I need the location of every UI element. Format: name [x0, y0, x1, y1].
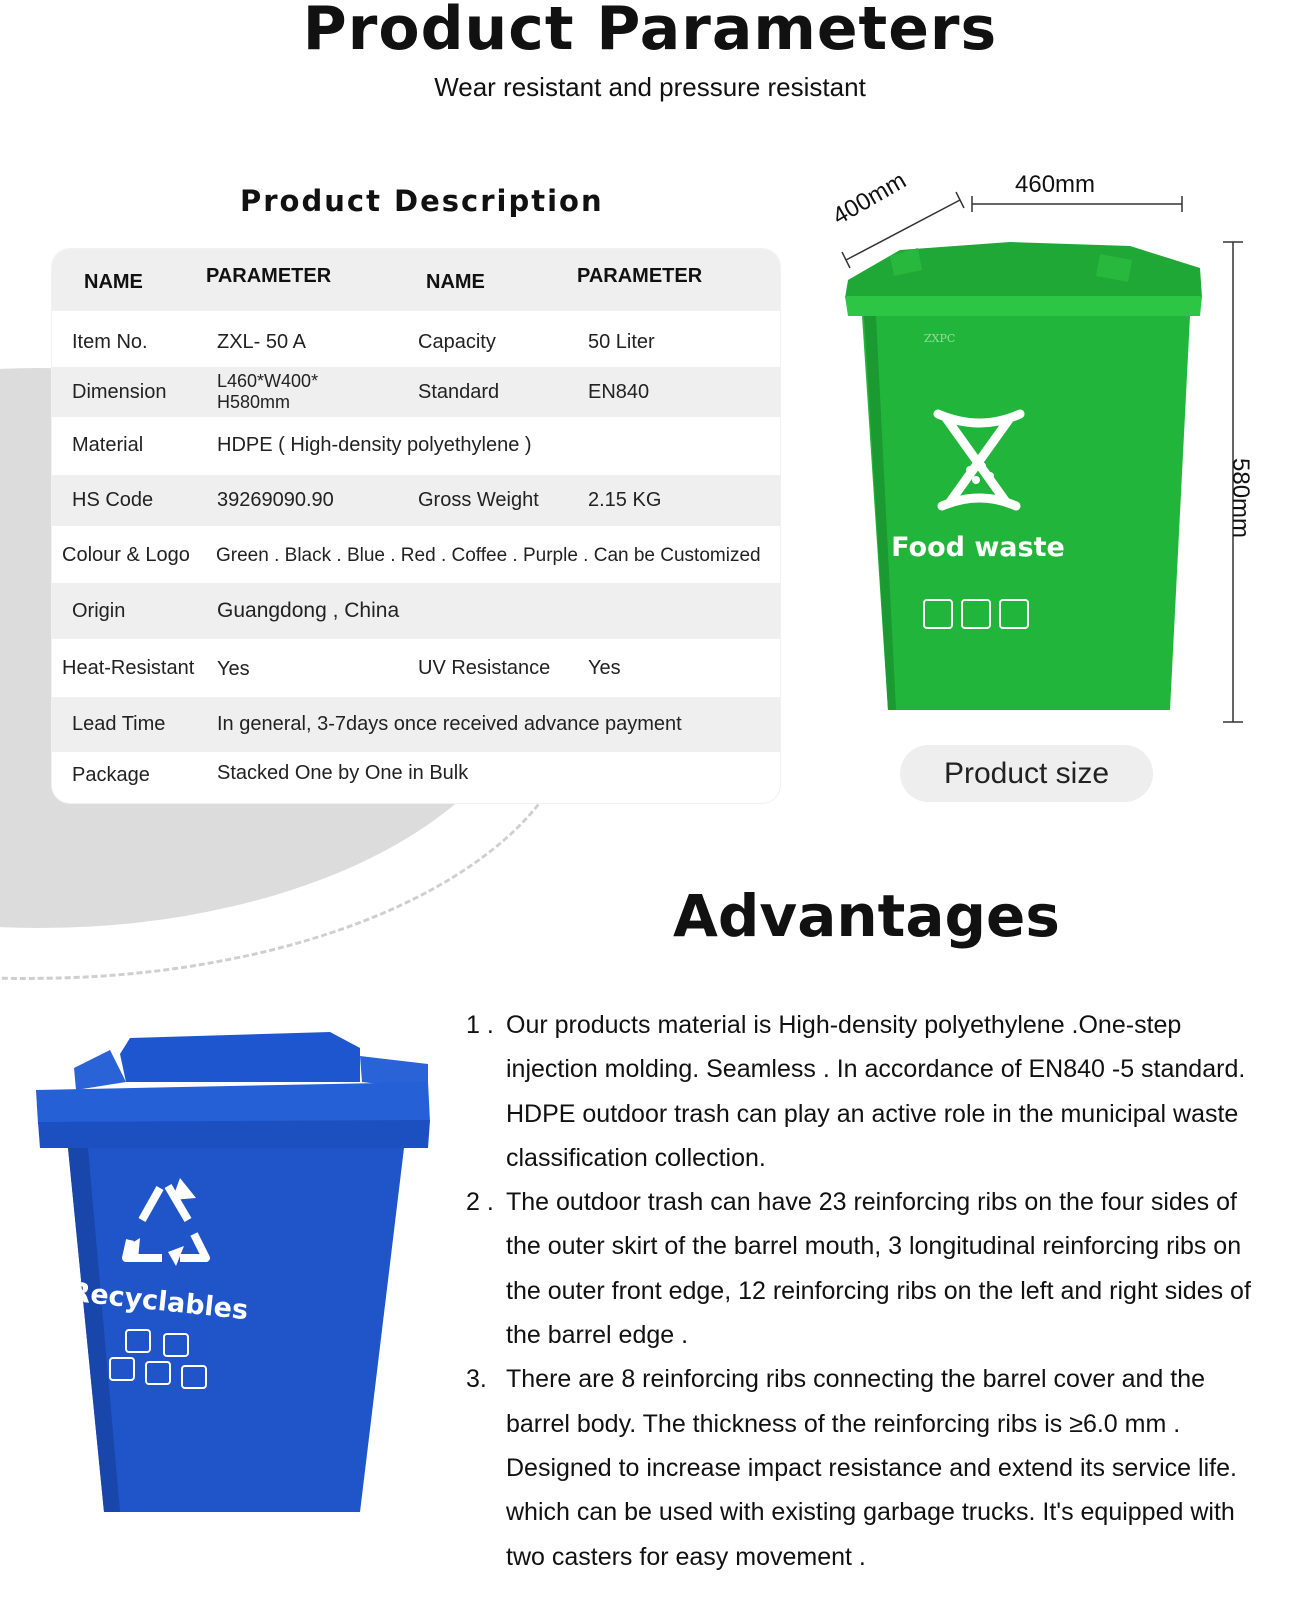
table-row	[52, 367, 780, 417]
table-row	[52, 311, 780, 367]
table-row	[52, 526, 780, 583]
row-name: Lead Time	[72, 713, 166, 735]
header-parameter-1: PARAMETER	[206, 265, 332, 287]
list-item-number: 3.	[466, 1365, 487, 1394]
list-item-text: The outdoor trash can have 23 reinforcing ribs on the four sides of the outer skirt of the barrel mouth, 3 longitudinal reinforcing ribs on the outer front edge, 12 reinforcing ribs on the left and right sides of the barrel edge .	[506, 1188, 1251, 1350]
row-name: Item No.	[72, 331, 148, 353]
blue-bin-illustration	[30, 1020, 450, 1545]
table-header	[52, 249, 780, 311]
header-parameter-2: PARAMETER	[577, 265, 703, 287]
row-value: Green . Black . Blue . Red . Coffee . Purple . Can be Customized	[216, 545, 761, 566]
row-value-line2: H580mm	[217, 392, 291, 412]
page-title: Product Parameters	[302, 0, 998, 64]
row-value-2: EN840	[588, 381, 650, 403]
advantages-list	[466, 1003, 1256, 1579]
list-item-number: 2 .	[466, 1188, 494, 1217]
depth-dimension-label: 400mm	[828, 166, 911, 231]
table-row	[52, 583, 780, 639]
list-item	[466, 1180, 1256, 1357]
list-item	[466, 1357, 1256, 1578]
row-name-2: UV Resistance	[418, 657, 551, 679]
row-name: Heat-Resistant	[62, 657, 195, 679]
table-row	[52, 417, 780, 475]
green-bin-body	[862, 316, 1190, 710]
list-item	[466, 1003, 1256, 1180]
row-value: Guangdong , China	[217, 599, 400, 622]
width-dimension-label: 460mm	[1015, 171, 1096, 198]
row-value: ZXL- 50 A	[217, 331, 306, 353]
row-name: Dimension	[72, 381, 167, 403]
table-row	[52, 639, 780, 697]
table-row	[52, 752, 780, 803]
row-value: 39269090.90	[217, 489, 334, 511]
green-bin-label: Food waste	[891, 532, 1065, 563]
green-bin-rim	[845, 296, 1202, 316]
row-value: In general, 3-7days once received advance payment	[217, 713, 682, 735]
blue-bin-body	[68, 1148, 404, 1512]
list-item-number: 1 .	[466, 1011, 494, 1039]
row-name: Origin	[72, 600, 126, 622]
page-subtitle: Wear resistant and pressure resistant	[434, 72, 866, 102]
advantages-title: Advantages	[673, 882, 1060, 950]
row-value: Yes	[217, 658, 250, 680]
blue-bin-lid-top	[120, 1032, 360, 1082]
row-value-2: 50 Liter	[588, 331, 655, 353]
list-item-text: There are 8 reinforcing ribs connecting the barrel cover and the barrel body. The thickness of the reinforcing ribs is ≥6.0 mm . Designed to increase impact resistance and extend its service life. which can be used with existing garbage trucks. It's equipped with two casters for easy movement .	[506, 1365, 1237, 1571]
green-bin-brand: ZXPC	[924, 332, 956, 345]
blue-bin-rim	[38, 1120, 430, 1148]
product-size-label: Product size	[900, 745, 1153, 802]
row-name-2: Gross Weight	[418, 489, 539, 511]
blue-bin-handle-left	[74, 1050, 126, 1090]
green-bin-illustration	[830, 170, 1260, 730]
row-value: HDPE ( High-density polyethylene )	[217, 434, 532, 456]
row-name-2: Capacity	[418, 331, 496, 353]
height-dimension-label: 580mm	[1227, 458, 1254, 539]
description-title: Product Description	[240, 184, 604, 218]
row-name-2: Standard	[418, 381, 500, 403]
header-name-2: NAME	[426, 271, 485, 293]
list-item-text: Our products material is High-density polyethylene .One-step injection molding. Seamless . In accordance of EN840 -5 standard. HDPE outdoor trash can play an active role in the municipal waste classification collection.	[506, 1011, 1246, 1172]
row-value-2: Yes	[588, 657, 621, 679]
row-value: Stacked One by One in Bulk	[217, 762, 469, 784]
table-row	[52, 475, 780, 526]
row-name: HS Code	[72, 489, 154, 511]
row-value-2: 2.15 KG	[588, 489, 662, 511]
blue-bin-label: Recyclables	[68, 1276, 250, 1327]
blue-bin-lid	[36, 1082, 430, 1124]
parameters-table	[52, 249, 780, 803]
row-name: Material	[72, 434, 144, 456]
header-name-1: NAME	[84, 271, 143, 293]
row-value-line1: L460*W400*	[217, 371, 319, 391]
row-name: Package	[72, 764, 150, 786]
table-row	[52, 697, 780, 752]
row-name: Colour & Logo	[62, 544, 190, 566]
